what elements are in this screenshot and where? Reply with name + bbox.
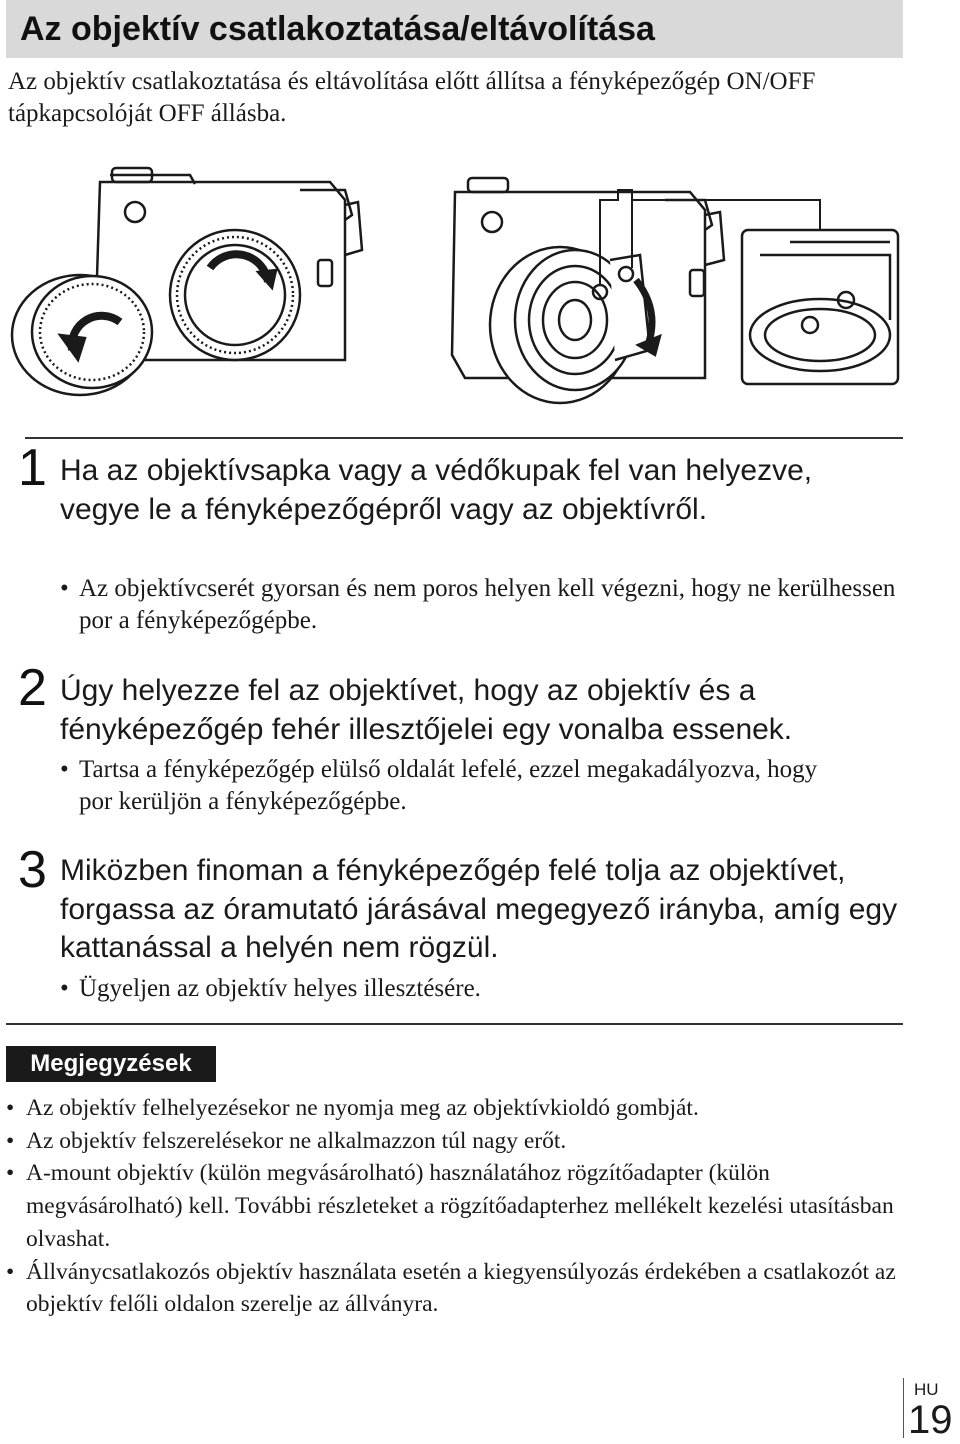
step-2-text: Úgy helyezze fel az objektívet, hogy az objektív és a fényképezőgép fehér illesztőjelei egy vonalba essenek. — [60, 674, 793, 746]
notes-header: Megjegyzések — [6, 1046, 216, 1082]
note-item — [6, 1256, 906, 1321]
lens-rear-cap-icon — [12, 275, 152, 395]
step-2-bullet-text: Tartsa a fényképezőgép elülső oldalát lefelé, ezzel megakadályozva, hogy por kerüljön a fényképezőgépbe. — [79, 756, 818, 815]
title-bar — [6, 0, 903, 58]
notes-list — [6, 1092, 906, 1321]
bullet-icon: • — [60, 975, 69, 1002]
note-text: A-mount objektív (külön megvásárolható) használatához rögzítőadapter (külön megvásárolható) kell. További részleteket a rögzítőadapterhez mellékelt kezelési utasításban olvashat. — [26, 1160, 894, 1252]
note-item — [6, 1157, 906, 1255]
note-text: Állványcsatlakozós objektív használata esetén a kiegyensúlyozás érdekében a csatlakozót az objektív felőli oldalon szerelje az állványra. — [26, 1258, 896, 1318]
note-text: Az objektív felszerelésekor ne alkalmazzon túl nagy erőt. — [26, 1127, 567, 1154]
step-3-text: Miközben finoman a fényképezőgép felé tolja az objektívet, forgassa az óramutató járásával megegyező irányba, amíg egy kattanással a helyén nem rögzül. — [60, 854, 898, 964]
footer-divider — [903, 1378, 904, 1438]
bullet-icon: • — [60, 575, 69, 602]
step-1-text: Ha az objektívsapka vagy a védőkupak fel van helyezve, vegye le a fényképezőgépről vagy az objektívről. — [60, 454, 813, 526]
step-2-number: 2 — [18, 659, 47, 717]
intro-paragraph: Az objektív csatlakoztatása és eltávolítása előtt állítsa a fényképezőgép ON/OFF tápkapcsolóját OFF állásba. — [8, 68, 816, 127]
step-3-number: 3 — [18, 841, 47, 899]
camera-lens-illustration — [0, 160, 905, 420]
note-item — [6, 1125, 906, 1158]
top-rule — [25, 437, 903, 439]
page-title: Az objektív csatlakoztatása/eltávolítása — [20, 10, 655, 48]
bullet-icon: • — [6, 1258, 15, 1285]
bullet-icon: • — [6, 1095, 15, 1121]
note-text: Az objektív felhelyezésekor ne nyomja meg az objektívkioldó gombját. — [26, 1095, 699, 1121]
step-1-bullet-text: Az objektívcserét gyorsan és nem poros helyen kell végezni, hogy ne kerülhessen por a fényképezőgépbe. — [79, 575, 896, 634]
step-3-bullet-text: Ügyeljen az objektív helyes illesztésére. — [79, 975, 481, 1002]
bottom-rule — [6, 1023, 903, 1025]
note-item — [6, 1092, 906, 1125]
step-1-number: 1 — [18, 439, 47, 497]
page-number: 19 — [908, 1398, 953, 1442]
step-3-bullet — [60, 973, 929, 1005]
alignment-detail-inset-icon — [742, 230, 898, 384]
language-code: HU — [914, 1380, 939, 1399]
bullet-icon: • — [60, 756, 69, 783]
lens-icon — [490, 247, 660, 403]
bullet-icon: • — [6, 1127, 15, 1154]
bullet-icon: • — [6, 1160, 15, 1187]
step-2-bullet — [60, 754, 839, 818]
step-1-bullet — [60, 573, 929, 637]
